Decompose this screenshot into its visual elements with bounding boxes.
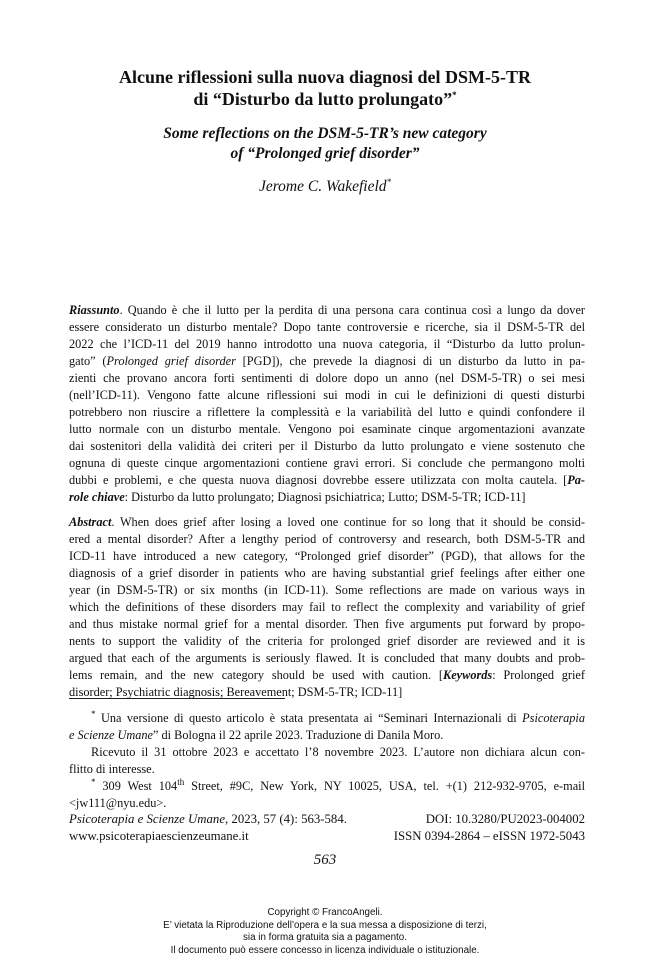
footnotes: * Una versione di questo articolo è stata presentata ai “Seminari Internazionali di Psicoterapia e Scienze Umane” di Bologna il 22 aprile 2023. Traduzione di Danila Moro. Ricevuto il 31 ottobre 2023 e accettato l’8 novembre 2023. L’autore non dichiara alcun con- flitto di interesse. * 309 West 104th Street, #9C, New York, NY 10025, USA, tel. +(1) 212-932-9705, e-mail <jw111@nyu.edu>. [69, 708, 585, 810]
page-number: 563 [313, 852, 337, 868]
article-title [0, 66, 650, 110]
parole-chiave-label-b: role chiave [69, 490, 125, 504]
riassunto-heading: Riassunto [69, 303, 120, 317]
riassunto-paragraph: Riassunto. Quando è che il lutto per la perdita di una persona cara continua così a lungo da dover essere considerato un disturbo mentale? Dopo tante controversie e ricerche, sia il DSM-5-TR del 2022 che l’ICD-11 del 2019 hanno introdotto una nuova categoria, il “Disturbo da lutto prolun- gato” (Prolonged grief disorder [PGD]), che prevede la diagnosi di un disturbo da lutto in pa- zienti che provano ancora forti sentimenti di dolore dopo un anno (nel DSM-5-TR) o sei mesi (nell’ICD-11). Vengono fatte alcune riflessioni sui modi in cui le definizioni di questi disturbi potrebbero non riuscire a riflettere la complessità e la variabilità del lutto e quindi confondere il lutto normale con un disturbo mentale. Vengono poi esaminate cinque argomentazioni avanzate dai sostenitori della validità dei criteri per il Disturbo da lutto prolungato e viene sostenuto che ognuna di queste cinque argomentazioni contiene gravi errori. Si conclude che permangono molti dubbi e problemi, e che questa nuova diagnosi dovrebbe essere utilizzata con molta cautela. [Pa- role chiave: Disturbo da lutto prolungato; Diagnosi psichiatrica; Lutto; DSM-5-TR; ICD-11] [69, 303, 585, 504]
footnote-1: * Una versione di questo articolo è stata presentata ai “Seminari Internazionali di Psicoterapia [91, 708, 585, 725]
keywords-label: Keywords [443, 668, 493, 682]
copyright-notice: Copyright © FrancoAngeli. E’ vietata la Riproduzione dell’opera e la sua messa a disposizione di terzi, sia in forma gratuita sia a pagamento. Il documento può essere concesso in licenza individuale o istituzionale. [163, 907, 487, 956]
parole-chiave-label-a: Pa- [567, 473, 585, 487]
journal-citation: Psicoterapia e Scienze Umane, 2023, 57 (4): 563-584. [69, 812, 347, 826]
subtitle-line-2: of “Prolonged grief disorder” [230, 145, 420, 162]
received-note: Ricevuto il 31 ottobre 2023 e accettato l’8 novembre 2023. L’autore non dichiara alcun con- [91, 745, 585, 759]
title-line-2: di “Disturbo da lutto prolungato”* [193, 89, 457, 109]
footnote-2: * 309 West 104th Street, #9C, New York, NY 10025, USA, tel. +(1) 212-932-9705, e-mail [91, 776, 585, 793]
subtitle-line-1: Some reflections on the DSM-5-TR’s new category [163, 125, 487, 142]
abstract-heading: Abstract [69, 515, 112, 529]
footnote-divider [69, 698, 285, 699]
article-subtitle [0, 124, 650, 164]
abstract-paragraph: Abstract. When does grief after losing a loved one continue for so long that it should be consid- ered a mental disorder? After a lengthy period of controversy and research, both DSM-5-TR and ICD-11 have introduced a new category, “Prolonged grief disorder” (PGD), that allows for the diagnosis of a grief disorder in patients who are having substantial grief feelings after either one year (in DSM-5-TR) or six months (in ICD-11). Some reflections are made on various ways in which the definitions of these disorders may fail to reflect the complexity and variability of grief and thus mistake normal grief for a mental disorder. Then five arguments put forward by propo- nents to support the validity of the criteria for prolonged grief disorder are reviewed and it is argued that each of the arguments is seriously flawed. It is concluded that many doubts and prob- lems remain, and the new category should be used with caution. [Keywords: Prolonged grief disorder; Psychiatric diagnosis; Bereavement; DSM-5-TR; ICD-11] [69, 515, 585, 699]
parole-chiave: : Disturbo da lutto prolungato; Diagnosi psichiatrica; Lutto; DSM-5-TR; ICD-11] [124, 490, 526, 504]
journal-info [69, 811, 585, 845]
journal-website: www.psicoterapiaescienzeumane.it [69, 829, 249, 843]
issn: ISSN 0394-2864 – eISSN 1972-5043 [393, 829, 585, 843]
title-line-1: Alcune riflessioni sulla nuova diagnosi del DSM-5-TR [118, 67, 532, 87]
doi: DOI: 10.3280/PU2023-004002 [425, 812, 585, 826]
title-footnote-mark: * [452, 90, 457, 100]
keywords: disorder; Psychiatric diagnosis; Bereavement; DSM-5-TR; ICD-11] [69, 685, 403, 699]
author-footnote-mark: * [386, 176, 392, 187]
author-name: Jerome C. Wakefield* [258, 176, 392, 195]
author-email: <jw111@nyu.edu>. [69, 796, 167, 810]
